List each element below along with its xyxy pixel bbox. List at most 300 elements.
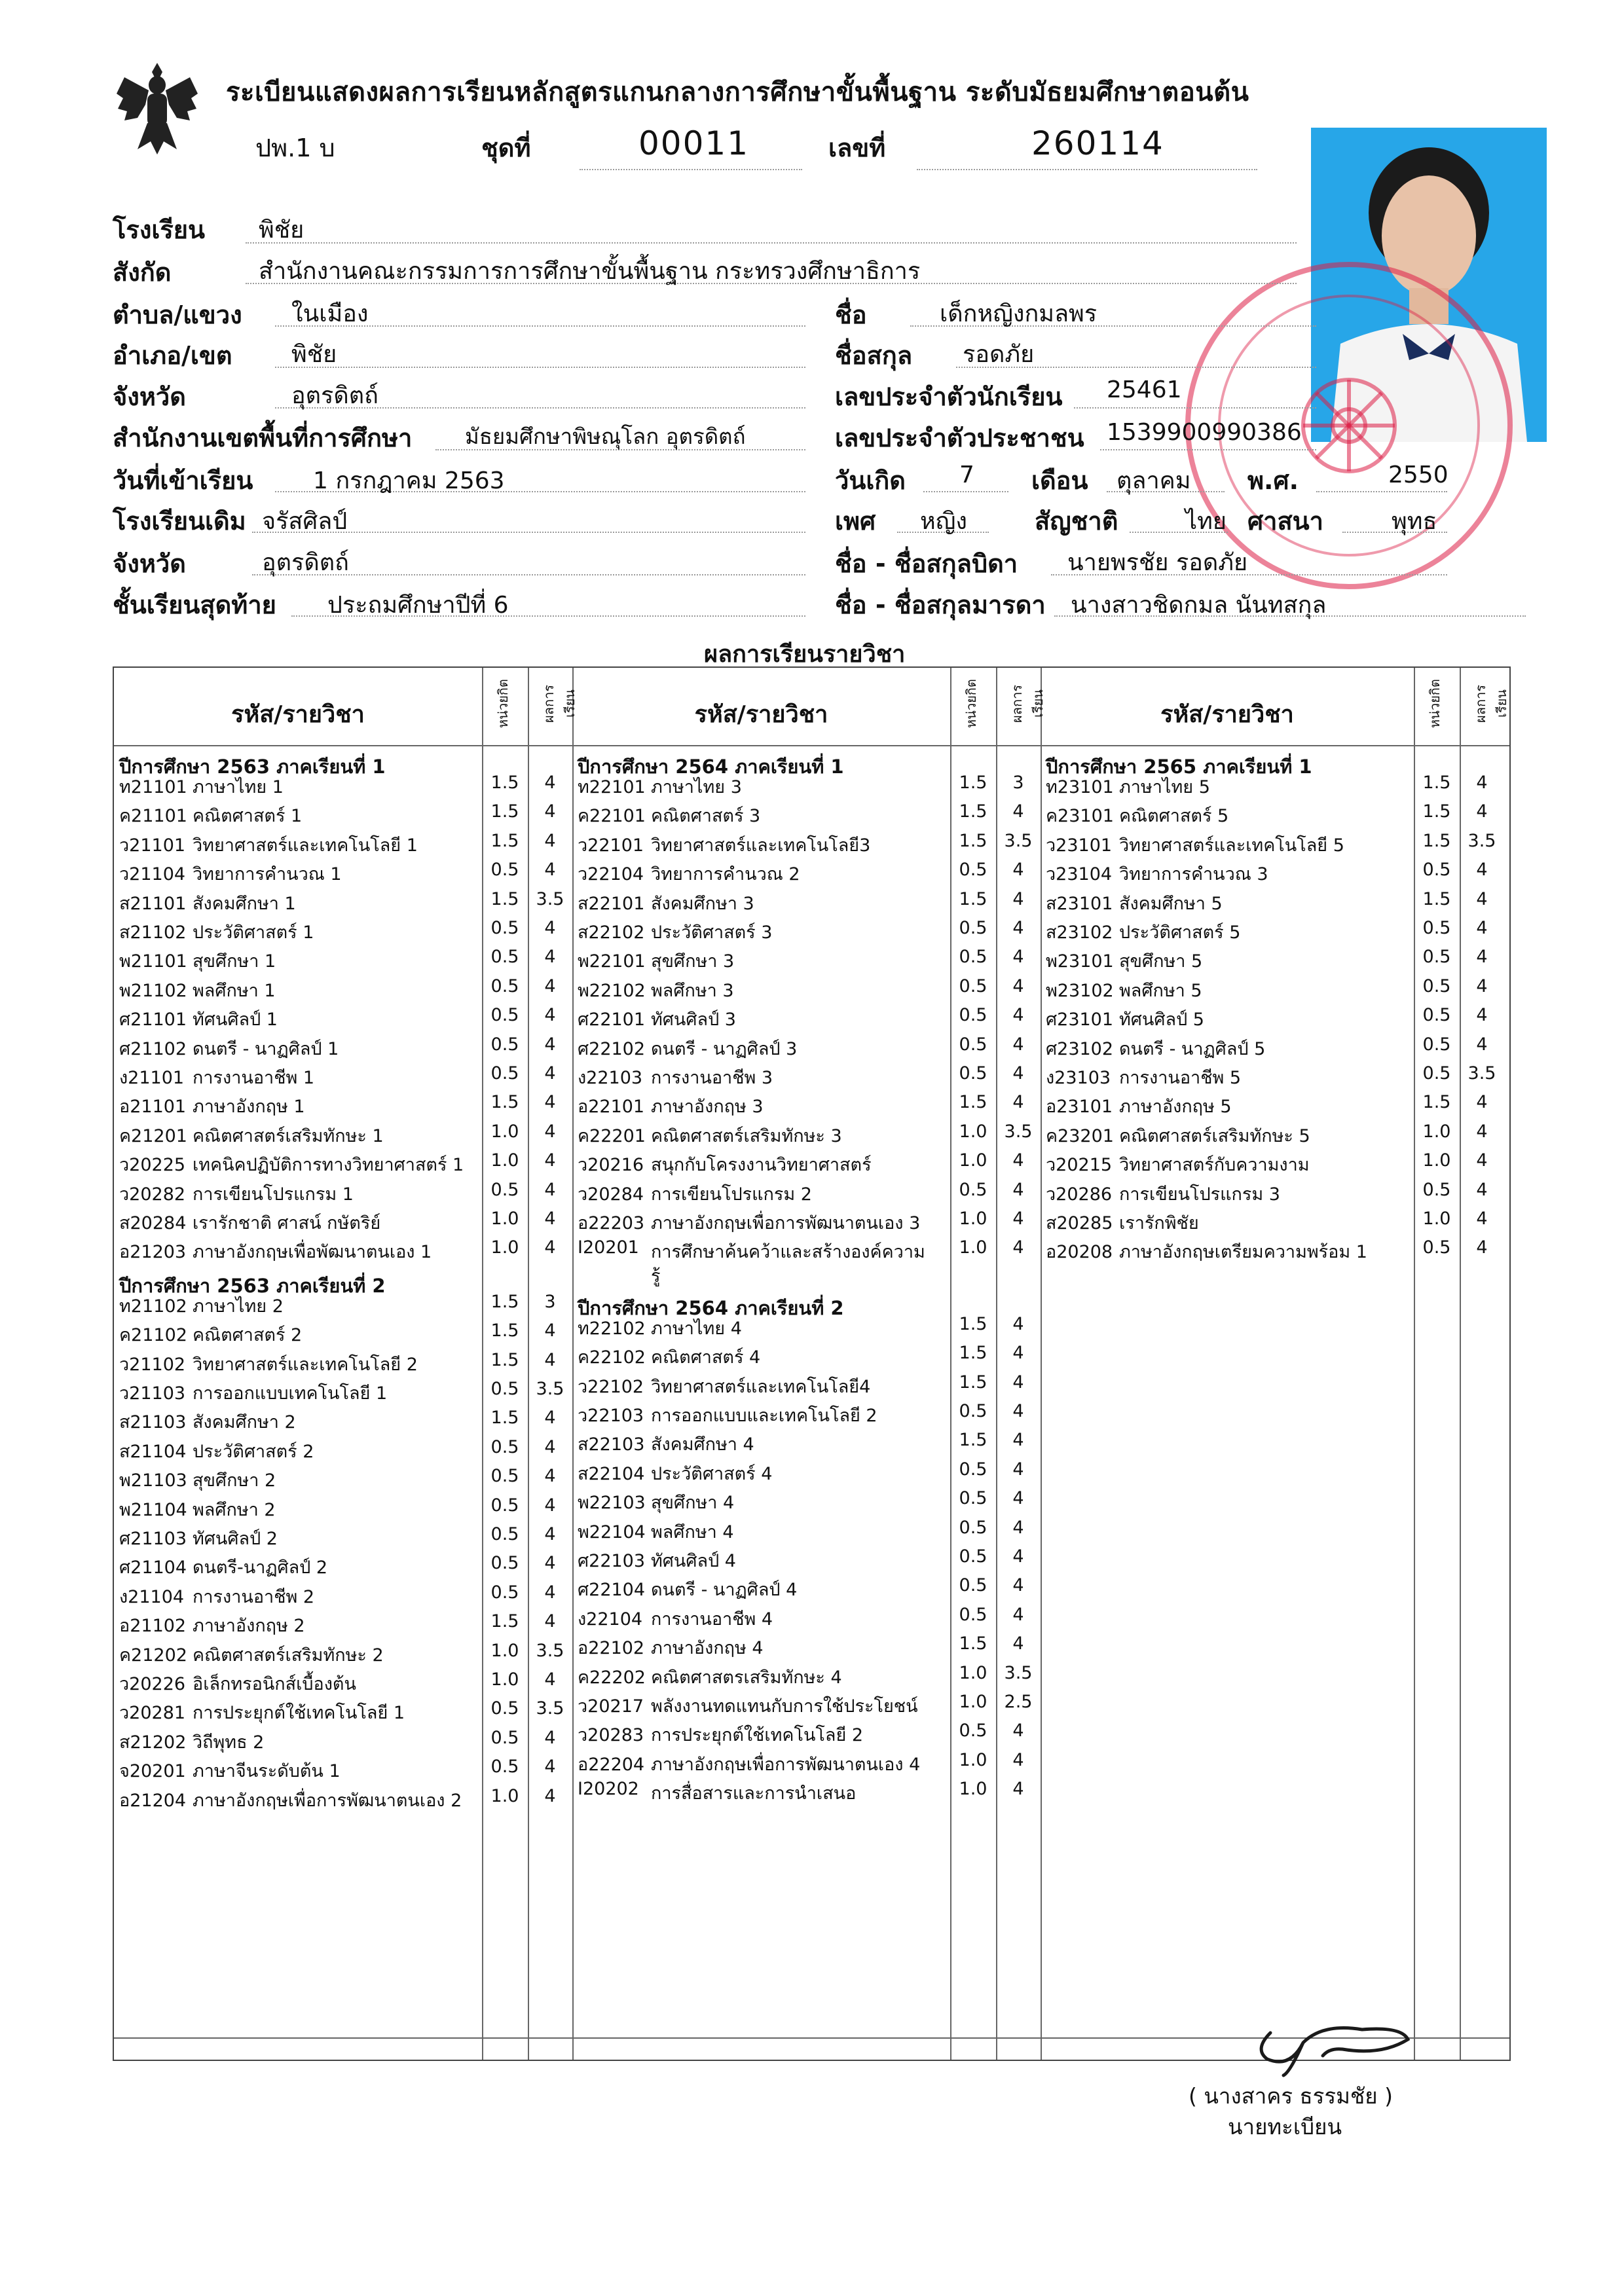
subject-grade: 4 xyxy=(1012,801,1024,822)
subject-credit: 1.0 xyxy=(959,1692,987,1712)
district-label: อำเภอ/เขต xyxy=(113,341,232,370)
subject-name: วิทยาศาสตร์และเทคโนโลยี 2 xyxy=(193,1354,418,1375)
subject-row xyxy=(572,1209,1041,1237)
subject-credit: 0.5 xyxy=(490,918,519,938)
subject-credit: 1.5 xyxy=(490,1408,519,1429)
subject-row xyxy=(572,1237,1041,1266)
subject-grade: 4 xyxy=(544,1436,556,1457)
col2-credit-header: หน่วยกิต xyxy=(963,679,979,729)
subject-code: ส22104 xyxy=(578,1463,645,1484)
birth-month-value: ตุลาคม xyxy=(1116,467,1191,494)
subject-code: ว20225 xyxy=(119,1155,186,1176)
subject-credit: 0.5 xyxy=(490,947,519,968)
subject-credit: 0.5 xyxy=(490,1553,519,1574)
subject-row xyxy=(572,1518,1041,1546)
subject-row xyxy=(114,1180,572,1209)
subject-code: ศ22102 xyxy=(578,1038,646,1059)
subject-credit: 0.5 xyxy=(490,1582,519,1603)
subject-credit: 0.5 xyxy=(1422,1063,1451,1084)
subject-credit: 1.5 xyxy=(959,1092,987,1113)
subject-code: ศ21104 xyxy=(119,1558,187,1578)
subject-grade: 4 xyxy=(1012,1179,1024,1200)
subject-grade: 3.5 xyxy=(536,1698,564,1719)
subject-credit: 0.5 xyxy=(490,1727,519,1748)
subject-code: ว20217 xyxy=(578,1696,644,1717)
subject-row xyxy=(114,1786,572,1815)
subject-code: ว20216 xyxy=(578,1155,644,1176)
prev-province-label: จังหวัด xyxy=(113,549,186,578)
subject-credit: 1.0 xyxy=(490,1669,519,1690)
subject-grade: 4 xyxy=(1476,1034,1488,1055)
subject-grade: 4 xyxy=(1476,801,1488,822)
subject-grade: 3 xyxy=(544,1291,556,1312)
subject-code: พ22104 xyxy=(578,1522,646,1542)
subject-row xyxy=(114,1150,572,1179)
enroll-date-label: วันที่เข้าเรียน xyxy=(113,466,253,495)
area-office-value: มัธยมศึกษาพิษณุโลก อุตรดิตถ์ xyxy=(465,424,746,449)
subject-name: เรารักชาติ ศาสน์ กษัตริย์ xyxy=(193,1213,381,1233)
subject-grade: 4 xyxy=(1012,888,1024,909)
citizen-id-value: 1539900990386 xyxy=(1107,419,1302,446)
subject-credit: 1.0 xyxy=(490,1150,519,1171)
subject-name: เทคนิคปฏิบัติการทางวิทยาศาสตร์ 1 xyxy=(193,1155,464,1176)
subject-name: การประยุกต์ใช้เทคโนโลยี 1 xyxy=(193,1703,405,1724)
subject-code: ส21101 xyxy=(119,893,187,914)
subject-row xyxy=(114,801,572,830)
subject-credit: 0.5 xyxy=(959,1721,987,1741)
semester-heading: ปีการศึกษา 2564 ภาคเรียนที่ 2 xyxy=(578,1296,844,1319)
subject-grade: 4 xyxy=(544,1466,556,1487)
subject-name: คณิตศาสตร์ 1 xyxy=(193,806,303,827)
subject-credit: 1.5 xyxy=(490,773,519,793)
subject-name: ภาษาไทย 4 xyxy=(651,1318,742,1339)
subject-grade: 4 xyxy=(544,1757,556,1777)
sex-value: หญิง xyxy=(920,508,967,535)
subject-code: ท22102 xyxy=(578,1318,646,1339)
subject-credit: 1.0 xyxy=(959,1150,987,1171)
subject-grade: 4 xyxy=(1012,1005,1024,1026)
subject-row xyxy=(572,1779,1041,1808)
subject-row xyxy=(1041,918,1511,947)
nationality-value: ไทย xyxy=(1185,508,1227,535)
subject-name: สนุกกับโครงงานวิทยาศาสตร์ xyxy=(651,1155,872,1176)
province-value: อุตรดิตถ์ xyxy=(291,382,378,409)
subject-grade: 4 xyxy=(544,1209,556,1229)
district-value: พิชัย xyxy=(291,341,337,368)
subject-row xyxy=(572,1575,1041,1604)
results-section-title: ผลการเรียนรายวิชา xyxy=(704,641,906,668)
col1-credit-header: หน่วยกิต xyxy=(495,679,511,729)
subject-name: สังคมศึกษา 1 xyxy=(193,893,296,914)
subject-credit: 1.5 xyxy=(490,1349,519,1370)
subject-credit: 1.0 xyxy=(959,1662,987,1683)
subject-grade: 4 xyxy=(1012,1343,1024,1364)
subject-grade: 3.5 xyxy=(536,1640,564,1661)
subject-credit: 0.5 xyxy=(1422,860,1451,881)
subject-row xyxy=(1041,773,1511,801)
col3-subject-header: รหัส/รายวิชา xyxy=(1160,701,1294,728)
subject-code: ค23101 xyxy=(1046,806,1114,827)
name-value: เด็กหญิงกมลพร xyxy=(940,301,1098,327)
subject-grade: 3.5 xyxy=(1467,830,1496,851)
subject-name: ภาษาอังกฤษเตรียมความพร้อม 1 xyxy=(1119,1242,1367,1263)
subject-code: ง22103 xyxy=(578,1068,643,1088)
subject-name: พลศึกษา 4 xyxy=(651,1522,734,1542)
subject-grade: 4 xyxy=(544,1669,556,1690)
subject-name: ภาษาอังกฤษ 2 xyxy=(193,1616,305,1637)
subject-grade: 4 xyxy=(1476,1237,1488,1258)
subject-code: ศ23102 xyxy=(1046,1038,1114,1059)
subject-name: ภาษาอังกฤษ 5 xyxy=(1119,1097,1232,1118)
semester-heading: ปีการศึกษา 2563 ภาคเรียนที่ 2 xyxy=(119,1274,386,1297)
subject-name: ภาษาอังกฤษเพื่อการพัฒนาตนเอง 4 xyxy=(651,1754,921,1775)
subject-row xyxy=(572,1005,1041,1034)
subject-name: เรารักพิชัย xyxy=(1119,1213,1199,1233)
last-level-label: ชั้นเรียนสุดท้าย xyxy=(113,591,276,619)
subject-code: ว23101 xyxy=(1046,835,1113,856)
subject-row xyxy=(572,1721,1041,1749)
subject-row xyxy=(114,1237,572,1266)
subject-credit: 0.5 xyxy=(1422,975,1451,996)
set-label: ชุดที่ xyxy=(481,134,531,162)
subject-grade: 4 xyxy=(544,1408,556,1429)
subject-grade: 4 xyxy=(544,1121,556,1142)
subject-grade: 4 xyxy=(544,918,556,938)
subject-grade: 4 xyxy=(1476,1179,1488,1200)
subject-name: ประวัติศาสตร์ 3 xyxy=(651,922,773,943)
subject-credit: 0.5 xyxy=(959,1604,987,1625)
subject-row xyxy=(114,947,572,975)
subject-name: การงานอาชีพ 5 xyxy=(1119,1068,1242,1088)
subject-name: คณิตศาสตร์เสริมทักษะ 2 xyxy=(193,1645,384,1666)
subject-grade: 4 xyxy=(1476,1209,1488,1229)
subject-row xyxy=(572,889,1041,918)
subject-row xyxy=(572,1546,1041,1575)
subject-name: วิทยาศาสตร์และเทคโนโลยี4 xyxy=(651,1376,871,1397)
subject-credit: 0.5 xyxy=(959,1063,987,1084)
subject-code: ว20282 xyxy=(119,1184,186,1205)
subject-name: การเขียนโปรแกรม 1 xyxy=(193,1184,354,1205)
birth-year-label: พ.ศ. xyxy=(1247,466,1299,495)
subject-grade: 4 xyxy=(1012,1237,1024,1258)
subject-name: สังคมศึกษา 2 xyxy=(193,1412,296,1433)
subject-name: วิทยาศาสตร์และเทคโนโลยี 1 xyxy=(193,835,418,856)
subject-code: ส23101 xyxy=(1046,893,1113,914)
subject-grade: 4 xyxy=(544,1237,556,1258)
subject-code: ว20281 xyxy=(119,1703,186,1724)
subject-grade: 4 xyxy=(1476,947,1488,968)
subject-row xyxy=(114,1321,572,1349)
subject-code: ค21201 xyxy=(119,1125,187,1146)
subject-name: วิทยาการคำนวณ 2 xyxy=(651,864,800,885)
prev-province-value: อุตรดิตถ์ xyxy=(262,549,349,576)
last-level-value: ประถมศึกษาปีที่ 6 xyxy=(327,592,509,619)
subject-row xyxy=(1041,1121,1511,1150)
subject-credit: 0.5 xyxy=(959,1179,987,1200)
subject-code: ศ21102 xyxy=(119,1038,187,1059)
subject-credit: 1.0 xyxy=(1422,1209,1451,1229)
subject-code: ว21104 xyxy=(119,864,186,885)
subject-grade: 3.5 xyxy=(1004,1121,1033,1142)
subject-code: ศ23101 xyxy=(1046,1010,1114,1030)
subject-name: สังคมศึกษา 4 xyxy=(651,1434,754,1455)
subject-code: ว20286 xyxy=(1046,1184,1113,1205)
subject-code: ส22101 xyxy=(578,893,645,914)
subject-credit: 0.5 xyxy=(490,1179,519,1200)
surname-value: รอดภัย xyxy=(963,341,1035,368)
subject-credit: 0.5 xyxy=(490,1698,519,1719)
subject-row xyxy=(572,1459,1041,1488)
subject-grade: 4 xyxy=(1012,1034,1024,1055)
subject-row xyxy=(114,976,572,1005)
subject-credit: 0.5 xyxy=(1422,918,1451,938)
subject-code: ค21102 xyxy=(119,1325,187,1346)
subject-grade: 4 xyxy=(1476,1092,1488,1113)
subject-code: ส21102 xyxy=(119,922,187,943)
religion-value: พุทธ xyxy=(1392,508,1437,535)
subject-grade: 2.5 xyxy=(1004,1692,1033,1712)
subject-credit: 1.0 xyxy=(490,1121,519,1142)
prev-school-value: จรัสศิลป์ xyxy=(262,508,348,535)
subject-credit: 0.5 xyxy=(959,1546,987,1567)
subject-row xyxy=(114,1437,572,1466)
subject-code: อ21204 xyxy=(119,1790,187,1811)
subject-row xyxy=(572,1663,1041,1692)
subject-name: ภาษาไทย 1 xyxy=(193,777,284,797)
subject-grade: 4 xyxy=(1012,1063,1024,1084)
subject-credit: 1.5 xyxy=(959,773,987,793)
subject-row xyxy=(572,1401,1041,1430)
subject-code: ว20283 xyxy=(578,1725,644,1746)
subject-credit: 0.5 xyxy=(1422,1005,1451,1026)
subject-credit: 0.5 xyxy=(959,1034,987,1055)
subject-code: อ22101 xyxy=(578,1097,645,1118)
subject-grade: 4 xyxy=(1012,1721,1024,1741)
subject-code: พ21102 xyxy=(119,980,187,1001)
subject-code: ว21102 xyxy=(119,1354,186,1375)
subject-name: อิเล็กทรอนิกส์เบื้องต้น xyxy=(193,1674,356,1694)
subject-grade: 4 xyxy=(1476,1005,1488,1026)
subject-grade: 3.5 xyxy=(536,1379,564,1399)
subject-code: พ22101 xyxy=(578,951,646,972)
subject-row xyxy=(572,860,1041,888)
subject-row xyxy=(114,1034,572,1063)
subject-grade: 4 xyxy=(544,830,556,851)
number-label: เลขที่ xyxy=(828,134,886,162)
subject-name: ทัศนศิลป์ 4 xyxy=(651,1551,736,1571)
subject-name: วิถีพุทธ 2 xyxy=(193,1732,265,1753)
subject-name: ภาษาไทย 3 xyxy=(651,777,742,797)
subject-row xyxy=(114,1292,572,1321)
subject-row xyxy=(572,1314,1041,1343)
subject-grade: 4 xyxy=(1012,1779,1024,1800)
citizen-id-label: เลขประจำตัวประชาชน xyxy=(835,424,1084,452)
subject-name: ภาษาไทย 2 xyxy=(193,1296,284,1317)
subject-grade: 3.5 xyxy=(1467,1063,1496,1084)
subject-name: ภาษาไทย 5 xyxy=(1119,777,1210,797)
subject-credit: 0.5 xyxy=(1422,1237,1451,1258)
subject-grade: 4 xyxy=(1012,1401,1024,1421)
subject-row xyxy=(1041,1092,1511,1121)
subject-credit: 1.0 xyxy=(490,1640,519,1661)
subject-credit: 0.5 xyxy=(490,860,519,881)
subject-row xyxy=(1041,801,1511,830)
subject-credit: 0.5 xyxy=(959,1488,987,1509)
subject-grade: 4 xyxy=(544,1785,556,1806)
subject-code: ส20284 xyxy=(119,1213,187,1233)
subject-row xyxy=(572,947,1041,975)
subject-row xyxy=(114,1582,572,1611)
subject-grade: 4 xyxy=(544,1150,556,1171)
subject-row xyxy=(114,831,572,860)
subject-name: การเขียนโปรแกรม 2 xyxy=(651,1184,812,1205)
subject-credit: 0.5 xyxy=(959,1459,987,1480)
subject-code: ว20226 xyxy=(119,1674,186,1694)
subject-credit: 0.5 xyxy=(959,1005,987,1026)
subject-row xyxy=(1041,860,1511,888)
subject-code: ว21101 xyxy=(119,835,186,856)
subject-grade: 4 xyxy=(1476,860,1488,881)
subject-credit: 1.5 xyxy=(490,1611,519,1632)
subject-credit: 1.0 xyxy=(959,1237,987,1258)
subject-grade: 4 xyxy=(1012,975,1024,996)
religion-label: ศาสนา xyxy=(1247,507,1323,536)
subject-code: ง21101 xyxy=(119,1068,185,1088)
subject-grade: 4 xyxy=(544,1611,556,1632)
subject-name: ประวัติศาสตร์ 2 xyxy=(193,1441,314,1462)
subject-grade: 4 xyxy=(1012,1546,1024,1567)
subject-row xyxy=(1041,1180,1511,1209)
subject-credit: 1.5 xyxy=(959,801,987,822)
garuda-emblem-icon xyxy=(111,58,203,159)
subject-name: วิทยาศาสตร์กับความงาม xyxy=(1119,1155,1310,1176)
subject-name: คณิตศาสตร์ 2 xyxy=(193,1325,303,1346)
subject-code: ท22101 xyxy=(578,777,646,797)
subject-credit: 1.5 xyxy=(490,801,519,822)
subject-row xyxy=(114,1524,572,1553)
enroll-date-value: 1 กรกฎาคม 2563 xyxy=(313,467,505,494)
subject-grade: 3.5 xyxy=(1004,830,1033,851)
subject-name: ทัศนศิลป์ 2 xyxy=(193,1529,278,1549)
subject-code: พ21103 xyxy=(119,1470,187,1491)
subject-name: ดนตรี - นาฏศิลป์ 5 xyxy=(1119,1038,1266,1059)
subject-name: คณิตศาสตร์ 4 xyxy=(651,1347,761,1368)
subject-row xyxy=(114,1669,572,1698)
subject-grade: 4 xyxy=(1476,975,1488,996)
record-number: 260114 xyxy=(1031,124,1164,162)
subject-row xyxy=(114,1350,572,1379)
subdistrict-value: ในเมือง xyxy=(291,301,369,327)
subject-row xyxy=(114,1553,572,1582)
subject-row xyxy=(114,1495,572,1524)
subject-name: สังคมศึกษา 5 xyxy=(1119,893,1223,914)
subject-name: การศึกษาค้นคว้าและสร้างองค์ความ xyxy=(651,1242,925,1263)
document-title: ระเบียนแสดงผลการเรียนหลักสูตรแกนกลางการศึกษาขั้นพื้นฐาน ระดับมัธยมศึกษาตอนต้น xyxy=(226,77,1249,107)
subject-row xyxy=(572,1488,1041,1517)
subject-row xyxy=(114,860,572,888)
subject-row xyxy=(114,1466,572,1495)
subject-code: อ22102 xyxy=(578,1638,645,1659)
subject-grade: 4 xyxy=(1476,918,1488,938)
registrar-name: ( นางสาคร ธรรมชัย ) xyxy=(1189,2083,1393,2109)
subject-name: สุขศึกษา 2 xyxy=(193,1470,276,1491)
student-id-value: 25461 xyxy=(1107,376,1182,403)
subject-code: ว21103 xyxy=(119,1383,186,1404)
subject-grade: 4 xyxy=(544,860,556,881)
subject-row xyxy=(572,1121,1041,1150)
subject-grade: 4 xyxy=(1012,918,1024,938)
subject-name: การงานอาชีพ 2 xyxy=(193,1586,315,1607)
subject-grade: 4 xyxy=(544,1524,556,1544)
subject-name: การงานอาชีพ 1 xyxy=(193,1068,315,1088)
subject-row xyxy=(114,1379,572,1408)
student-id-label: เลขประจำตัวนักเรียน xyxy=(835,382,1063,411)
subdistrict-label: ตำบล/แขวง xyxy=(113,301,242,329)
subject-grade: 4 xyxy=(544,1582,556,1603)
subject-name: พลศึกษา 2 xyxy=(193,1499,276,1520)
subject-grade: 4 xyxy=(1012,1488,1024,1509)
subject-row xyxy=(572,1343,1041,1372)
subject-code: พ23102 xyxy=(1046,980,1114,1001)
subject-name: ดนตรี - นาฏศิลป์ 1 xyxy=(193,1038,339,1059)
subject-row xyxy=(572,801,1041,830)
subject-row xyxy=(1041,1209,1511,1237)
subject-name: วิทยาการคำนวณ 1 xyxy=(193,864,342,885)
subject-code: ค21202 xyxy=(119,1645,187,1666)
subject-code: ค22201 xyxy=(578,1125,646,1146)
subject-name: คณิตศาสตร์เสริมทักษะ 5 xyxy=(1119,1125,1310,1146)
subject-credit: 0.5 xyxy=(490,975,519,996)
subject-row xyxy=(1041,1150,1511,1179)
subject-code: ง21104 xyxy=(119,1586,185,1607)
subject-grade: 4 xyxy=(1012,1459,1024,1480)
form-code: ปพ.1 บ xyxy=(255,134,335,162)
father-value: นายพรชัย รอดภัย xyxy=(1067,549,1248,576)
subject-code: ค22102 xyxy=(578,1347,646,1368)
subject-grade: 4 xyxy=(544,801,556,822)
subject-credit: 1.0 xyxy=(959,1779,987,1800)
semester-heading: ปีการศึกษา 2563 ภาคเรียนที่ 1 xyxy=(119,756,386,778)
subject-code: ศ21103 xyxy=(119,1529,187,1549)
subject-row xyxy=(572,1372,1041,1401)
subject-row xyxy=(114,1092,572,1121)
birth-day-value: 7 xyxy=(959,462,974,488)
registrar-role: นายทะเบียน xyxy=(1228,2114,1342,2140)
subject-grade: 4 xyxy=(544,1034,556,1055)
subject-name: สุขศึกษา 1 xyxy=(193,951,276,972)
mother-label: ชื่อ - ชื่อสกุลมารดา xyxy=(835,591,1046,619)
subject-name: ภาษาอังกฤษเพื่อการพัฒนาตนเอง 3 xyxy=(651,1213,921,1233)
subject-grade: 4 xyxy=(544,1349,556,1370)
subject-credit: 1.5 xyxy=(490,888,519,909)
subject-grade: 4 xyxy=(544,1063,556,1084)
subject-code: อ21101 xyxy=(119,1097,187,1118)
subject-credit: 0.5 xyxy=(959,1575,987,1596)
birth-label: วันเกิด xyxy=(835,466,906,495)
subject-credit: 0.5 xyxy=(1422,947,1451,968)
subject-code: ส21202 xyxy=(119,1732,187,1753)
subject-grade: 4 xyxy=(544,1179,556,1200)
subject-code: ว22101 xyxy=(578,835,644,856)
subject-code: ส21104 xyxy=(119,1441,187,1462)
subject-row xyxy=(572,831,1041,860)
subject-code: ศ22104 xyxy=(578,1580,646,1601)
subject-code: ท21102 xyxy=(119,1296,187,1317)
subject-credit: 0.5 xyxy=(959,1517,987,1538)
subject-name: สุขศึกษา 4 xyxy=(651,1493,735,1514)
subject-grade: 4 xyxy=(1012,1430,1024,1451)
subject-grade: 4 xyxy=(1476,888,1488,909)
